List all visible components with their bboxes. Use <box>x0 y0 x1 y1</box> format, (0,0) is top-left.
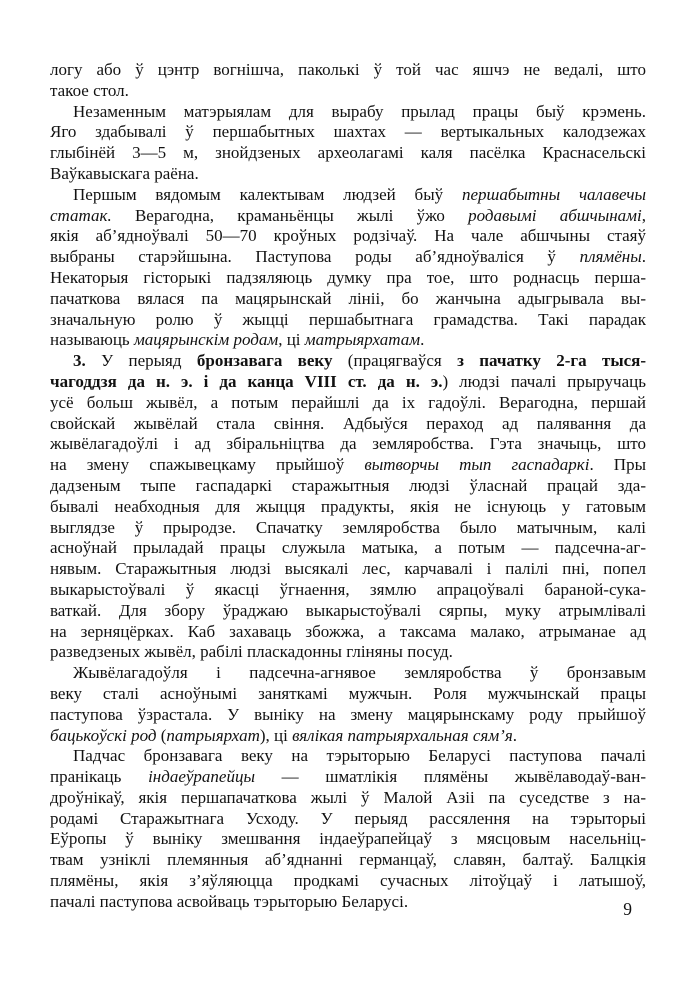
text-line <box>50 102 646 123</box>
text-line <box>50 455 646 476</box>
paragraph <box>50 102 646 185</box>
text-line <box>50 684 646 705</box>
body-text <box>50 60 646 913</box>
body-text-segment: асноўнай прыладай працы служыла матыка, а потым — падсечна-аг- <box>50 538 646 558</box>
body-text-segment: пачалі паступова асвойваць тэрыторыю Беларусі. <box>50 891 409 911</box>
italic-text: бацькоўскі род <box>50 725 157 745</box>
body-text-segment: Падчас бронзавага веку на тэрыторыю Беларусі паступова пачалі <box>73 746 646 766</box>
text-line <box>50 351 646 372</box>
italic-text: матрыярхатам <box>304 330 421 350</box>
body-text-segment: логу або ў цэнтр вогнішча, паколькі ў той час яшчэ не ведалі, што <box>50 60 646 79</box>
body-text-segment: . <box>641 247 646 267</box>
body-text-segment: дадзеным тыпе гаспадаркі старажытныя людзі ўласнай працай зда- <box>50 475 646 495</box>
body-text-segment: называюць <box>50 330 134 350</box>
text-line <box>50 705 646 726</box>
body-text-segment: . <box>512 725 517 745</box>
text-line <box>50 310 646 331</box>
text-line <box>50 518 646 539</box>
body-text-segment: веку сталі асноўнымі заняткамі мужчын. Роля мужчынскай працы <box>50 683 646 703</box>
text-line <box>50 497 646 518</box>
body-text-segment: бывалі неабходныя для жыцця прадукты, якія не існуюць у гатовым <box>50 496 646 516</box>
body-text-segment: глыбінёй 3—5 м, знойдзеных археолагамі каля пасёлка Краснасельскі <box>50 143 646 163</box>
body-text-segment: на зерняцёрках. Каб захаваць збожжа, а таксама малако, атрыманае ад <box>50 621 646 641</box>
bold-text: чагоддзя да н. э. і да канца VIII ст. да н. э. <box>50 371 443 391</box>
text-line <box>50 143 646 164</box>
bold-text: з пачатку 2-га тыся- <box>457 351 646 371</box>
body-text-segment: Першым вядомым калектывам людзей быў <box>73 184 462 204</box>
body-text-segment: выкарыстоўвалі ў якасці ўгнаення, зямлю апрацоўвалі бараной-сука- <box>50 579 646 599</box>
body-text-segment: ), ці <box>259 725 293 745</box>
text-line <box>50 185 646 206</box>
body-text-segment: выглядзе ў прыродзе. Спачатку земляробства было матычным, калі <box>50 517 646 537</box>
body-text-segment: (працягваўся <box>332 351 458 371</box>
body-text-segment: свойскай жывёлай стала свіння. Адбыўся пераход ад палявання да <box>50 413 646 433</box>
italic-text: вытворчы тып гаспадаркі <box>364 455 590 475</box>
body-text-segment: плямёны, якія з’яўляюцца продкамі сучасных літоўцаў і латышоў, <box>50 871 646 891</box>
text-line <box>50 622 646 643</box>
paragraph <box>50 60 646 102</box>
body-text-segment: твам узніклі племянныя аб’яднанні германцаў, славян, балтаў. Балцкія <box>50 850 646 870</box>
text-line <box>50 268 646 289</box>
body-text-segment: якія аб’ядноўвалі 50—70 кроўных родзічаў. На чале абшчыны стаяў <box>50 226 646 246</box>
body-text-segment: Жывёлагадоўля і падсечна-агнявое земляробства ў бронзавым <box>73 663 646 683</box>
text-line <box>50 788 646 809</box>
text-line <box>50 871 646 892</box>
text-line <box>50 289 646 310</box>
text-line <box>50 746 646 767</box>
text-line <box>50 372 646 393</box>
text-line <box>50 226 646 247</box>
italic-text: плямёны <box>579 247 642 267</box>
body-text-segment: пачаткова вялася па мацярынскай лініі, бо жанчына адыгрывала вы- <box>50 288 646 308</box>
italic-text: вялікая патрыярхальная сям’я <box>292 725 513 745</box>
text-line <box>50 850 646 871</box>
paragraph <box>50 746 646 912</box>
text-line <box>50 809 646 830</box>
text-line <box>50 434 646 455</box>
paragraph <box>50 351 646 663</box>
body-text-segment: . <box>420 330 425 350</box>
body-text-segment: — шматлікія плямёны жывёлаводаў-ван- <box>254 767 646 787</box>
text-line <box>50 642 646 663</box>
body-text-segment: выбраны старэйшына. Паступова роды аб’ядноўваліся ў <box>50 247 580 267</box>
text-line <box>50 206 646 227</box>
body-text-segment: Ваўкавыскага раёна. <box>50 163 199 183</box>
text-line <box>50 247 646 268</box>
text-line <box>50 122 646 143</box>
body-text-segment: Незаменным матэрыялам для вырабу прылад працы быў крэмень. <box>73 101 646 121</box>
body-text-segment: У перыяд <box>85 351 197 371</box>
paragraph <box>50 663 646 746</box>
body-text-segment: . Пры <box>589 455 646 475</box>
body-text-segment: , <box>641 205 646 225</box>
italic-text: статак. <box>50 205 112 225</box>
body-text-segment: Еўропы ў выніку змешвання індаеўрапейцаў з мясцовым насельніц- <box>50 829 646 849</box>
text-line <box>50 393 646 414</box>
body-text-segment: такое стол. <box>50 80 129 100</box>
body-text-segment: паступова ўзрастала. У выніку на змену мацярынскаму роду прыйшоў <box>50 704 646 724</box>
text-line <box>50 476 646 497</box>
text-line <box>50 330 646 351</box>
bold-text: 3. <box>73 351 86 371</box>
text-line <box>50 164 646 185</box>
text-line <box>50 414 646 435</box>
text-line <box>50 81 646 102</box>
text-line <box>50 829 646 850</box>
body-text-segment: жывёлагадоўлі і ад збіральніцтва да земляробства. Гэта значыць, што <box>50 434 646 454</box>
body-text-segment: Верагодна, краманьёнцы жылі ўжо <box>111 205 469 225</box>
italic-text: родавымі абшчынамі <box>468 205 642 225</box>
body-text-segment: дроўнікаў, якія першапачаткова жылі ў Малой Азіі па суседстве з на- <box>50 787 646 807</box>
text-line <box>50 538 646 559</box>
bold-text: бронзавага веку <box>196 351 333 371</box>
text-line <box>50 663 646 684</box>
body-text-segment: на змену спажывецкаму прыйшоў <box>50 455 365 475</box>
body-text-segment: , ці <box>278 330 305 350</box>
page-number: 9 <box>623 899 632 919</box>
body-text-segment: ) людзі пачалі прыручаць <box>442 371 646 391</box>
body-text-segment: Некаторыя гісторыкі падзяляюць думку пра тое, што роднасць перша- <box>50 267 646 287</box>
text-line <box>50 767 646 788</box>
body-text-segment: нявым. Старажытныя людзі высякалі лес, карчавалі і палілі пні, попел <box>50 559 646 579</box>
text-line <box>50 60 646 81</box>
italic-text: патрыярхат <box>166 725 260 745</box>
text-line <box>50 580 646 601</box>
body-text-segment: родамі Старажытнага Усходу. У перыяд рассялення на тэрыторыі <box>50 808 646 828</box>
body-text-segment: пранікаць <box>50 767 149 787</box>
text-line <box>50 892 646 913</box>
text-line <box>50 726 646 747</box>
body-text-segment: значальную ролю ў жыцці першабытнага грамадства. Такі парадак <box>50 309 646 329</box>
text-line <box>50 559 646 580</box>
body-text-segment: разведзеных жывёл, рабілі пласкадонны гліняны посуд. <box>50 642 453 662</box>
paragraph <box>50 185 646 351</box>
italic-text: першабытны чалавечы <box>461 184 646 204</box>
text-line <box>50 601 646 622</box>
body-text-segment: ( <box>156 725 167 745</box>
body-text-segment: ваткай. Для збору ўраджаю выкарыстоўвалі сярпы, муку атрымлівалі <box>50 600 646 620</box>
body-text-segment: Яго здабывалі ў першабытных шахтах — вертыкальных калодзежах <box>50 122 646 142</box>
italic-text: мацярынскім родам <box>133 330 279 350</box>
italic-text: індаеўрапейцы <box>148 767 255 787</box>
body-text-segment: усё больш жывёл, а потым перайшлі да іх гадоўлі. Верагодна, першай <box>50 392 646 412</box>
